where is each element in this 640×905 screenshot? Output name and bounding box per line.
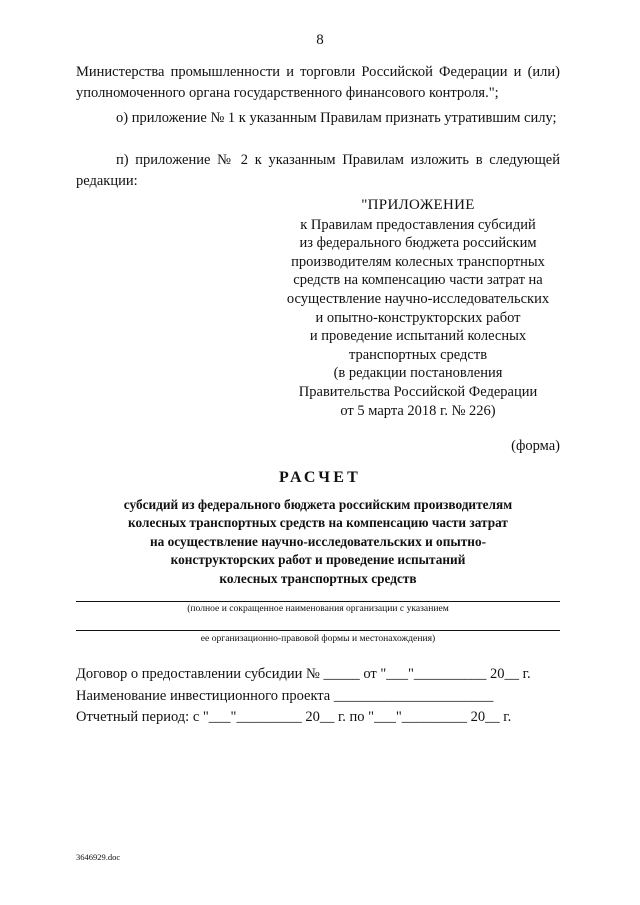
body-paragraph-2-block <box>76 108 560 129</box>
appendix-line: из федерального бюджета российским <box>299 235 537 252</box>
subtitle-line: колесных транспортных средств на компенсацию части затрат <box>128 515 508 531</box>
appendix-line: и проведение испытаний колесных <box>309 328 527 345</box>
appendix-line: к Правилам предоставления субсидий <box>300 216 536 233</box>
subtitle-line: на осуществление научно-исследовательских и опытно- <box>149 533 487 549</box>
appendix-line: осуществление научно-исследовательских <box>286 290 550 307</box>
appendix-line: (в редакции постановления <box>333 365 503 382</box>
appendix-line: от 5 марта 2018 г. № 226) <box>340 402 496 419</box>
appendix-heading: "ПРИЛОЖЕНИЕ <box>361 197 475 213</box>
period-field: Отчетный период: с "___"_________ 20__ г. по "___"_________ 20__ г. <box>76 709 512 725</box>
subtitle-line: колесных транспортных средств <box>219 570 417 586</box>
document-subtitle <box>76 496 560 588</box>
body-paragraph-1: Министерства промышленности и торговли Российской Федерации и (или) уполномоченного органа государственного финансового контроля."; <box>76 64 560 101</box>
appendix-line: Правительства Российской Федерации <box>298 383 538 400</box>
organization-caption-1: (полное и сокращенное наименования организации с указанием <box>187 603 449 614</box>
form-fields <box>76 664 560 729</box>
body-paragraph-3-block <box>76 150 560 192</box>
organization-name-line <box>76 601 560 602</box>
subtitle-line: конструкторских работ и проведение испытаний <box>170 552 466 568</box>
project-field: Наименование инвестиционного проекта ______________________ <box>76 687 494 704</box>
body-paragraph-2: о) приложение № 1 к указанным Правилам признать утратившим силу; <box>116 110 557 126</box>
appendix-line: и опытно-конструкторских работ <box>315 309 521 326</box>
contract-field: Договор о предоставлении субсидии № _____ от "___"__________ 20__ г. <box>76 666 531 682</box>
organization-form-line <box>76 630 560 631</box>
appendix-line: средств на компенсацию части затрат на <box>293 272 543 289</box>
page-number: 8 <box>316 32 324 48</box>
appendix-line: транспортных средств <box>348 346 488 363</box>
body-paragraph-1-block <box>76 62 560 104</box>
document-title: РАСЧЕТ <box>279 469 361 486</box>
body-paragraph-3: п) приложение № 2 к указанным Правилам изложить в следующей редакции: <box>76 152 560 189</box>
organization-caption-2: ее организационно-правовой формы и местонахождения) <box>200 633 436 644</box>
appendix-line: производителям колесных транспортных <box>291 253 545 270</box>
form-label: (форма) <box>511 438 560 454</box>
appendix-block <box>276 196 560 420</box>
subtitle-line: субсидий из федерального бюджета российским производителям <box>123 497 513 512</box>
file-name-footer: 3646929.doc <box>76 852 121 862</box>
